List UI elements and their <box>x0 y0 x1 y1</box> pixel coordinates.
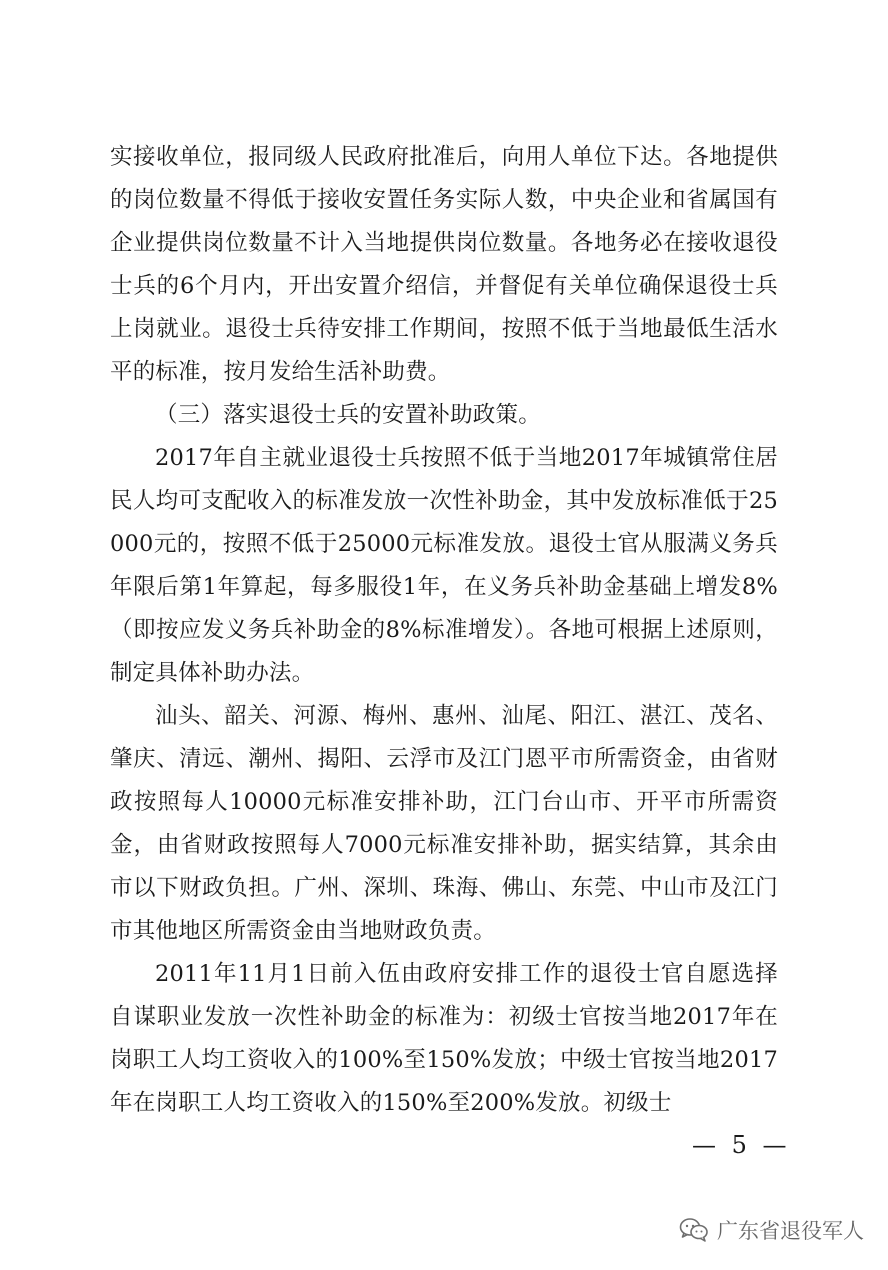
section-heading: （三）落实退役士兵的安置补助政策。 <box>155 402 541 428</box>
paragraph-funding: 汕头、韶关、河源、梅州、惠州、汕尾、阳江、湛江、茂名、肇庆、清远、潮州、揭阳、云浮市及江门恩平市所需资金，由省财政按照每人10000元标准安排补助，江门台山市、开平市所需资金，由省财政按照每人7000元标准安排补助，据实结算，其余由市以下财政负担。广州、深圳、珠海、佛山、东莞、中山市及江门市其他地区所需资金由当地财政负责。 <box>110 703 778 944</box>
paragraph-subsidy-standard: 2017年自主就业退役士兵按照不低于当地2017年城镇常住居民人均可支配收入的标准发放一次性补助金，其中发放标准低于25000元的，按照不低于25000元标准发放。退役士官从服满义务兵年限后第1年算起，每多服役1年，在义务兵补助金基础上增发8%（即按应发义务兵补助金的8%标准增发）。各地可根据上述原则，制定具体补助办法。 <box>110 445 778 686</box>
watermark <box>679 1212 864 1248</box>
paragraph-continued: 实接收单位，报同级人民政府批准后，向用人单位下达。各地提供的岗位数量不得低于接收安置任务实际人数，中央企业和省属国有企业提供岗位数量不计入当地提供岗位数量。各地务必在接收退役士兵的6个月内，开出安置介绍信，并督促有关单位确保退役士兵上岗就业。退役士兵待安排工作期间，按照不低于当地最低生活水平的标准，按月发给生活补助费。 <box>110 144 778 385</box>
page-number: — 5 — <box>692 1131 791 1159</box>
document-body <box>110 136 778 1125</box>
watermark-text: 广东省退役军人 <box>717 1219 864 1243</box>
paragraph-nco-subsidy: 2011年11月1日前入伍由政府安排工作的退役士官自愿选择自谋职业发放一次性补助金的标准为：初级士官按当地2017年在岗职工人均工资收入的100%至150%发放；中级士官按当地2017年在岗职工人均工资收入的150%至200%发放。初级士 <box>110 961 778 1116</box>
wechat-icon <box>679 1217 709 1243</box>
